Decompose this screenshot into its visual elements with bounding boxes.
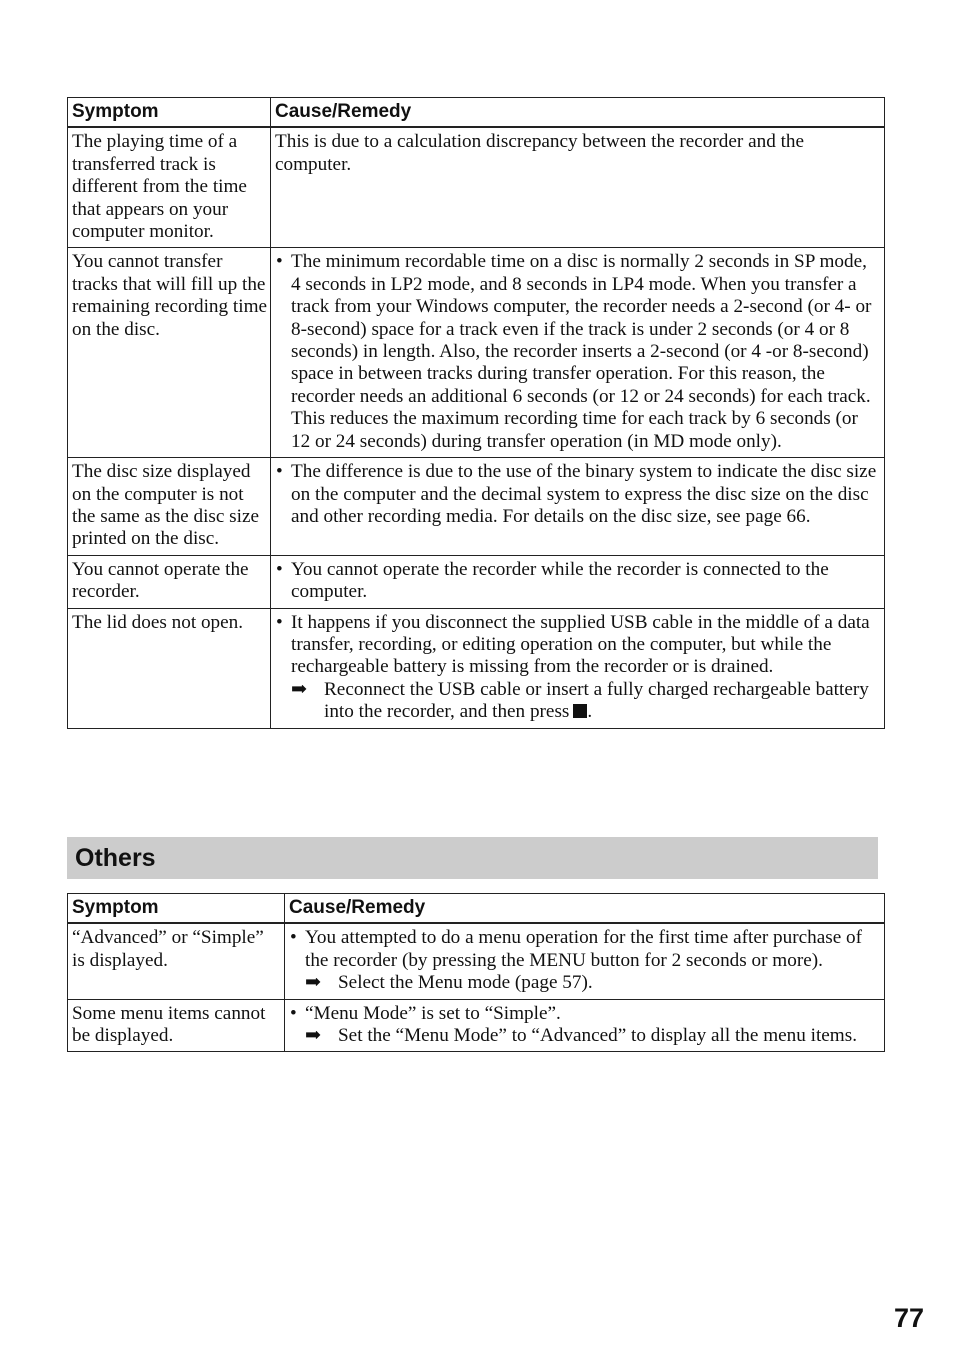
- table-row: [68, 248, 885, 458]
- table-row: [68, 555, 885, 608]
- remedy-cell: [271, 248, 885, 458]
- remedy-bullet: • It happens if you disconnect the supplied USB cable in the middle of a data transfer, recording, or editing operation on the computer, but while the rechargeable battery is missing from the recorder or is drained.: [275, 612, 881, 679]
- symptom-cell: Some menu items cannot be displayed.: [68, 999, 285, 1052]
- remedy-cell: This is due to a calculation discrepancy between the recorder and the computer.: [271, 127, 885, 248]
- remedy-bullet: • You attempted to do a menu operation for the first time after purchase of the recorder (by pressing the MENU button for 2 seconds or more).: [289, 927, 881, 972]
- symptom-cell: You cannot operate the recorder.: [68, 555, 271, 608]
- symptom-cell: You cannot transfer tracks that will fill up the remaining recording time on the disc.: [68, 248, 271, 458]
- symptom-cell: The disc size displayed on the computer is not the same as the disc size printed on the disc.: [68, 458, 271, 556]
- section-header-bar: [67, 837, 878, 879]
- table-row: [68, 608, 885, 728]
- right-arrow-icon: ➡: [305, 1025, 322, 1047]
- troubleshooting-table-2: [67, 893, 885, 1052]
- remedy-cell: [271, 608, 885, 728]
- remedy-header: Cause/Remedy: [271, 98, 885, 128]
- page-number: 77: [893, 1303, 924, 1333]
- remedy-header: Cause/Remedy: [285, 894, 885, 924]
- remedy-cell: [285, 923, 885, 999]
- section-title: Others: [75, 844, 156, 872]
- remedy-bullet: • You cannot operate the recorder while the recorder is connected to the computer.: [275, 559, 881, 604]
- remedy-action: [275, 679, 881, 724]
- table-row: [68, 923, 885, 999]
- remedy-action: [289, 972, 881, 994]
- symptom-cell: The playing time of a transferred track is different from the time that appears on your computer monitor.: [68, 127, 271, 248]
- table-row: [68, 127, 885, 248]
- table-row: [68, 999, 885, 1052]
- action-text: Reconnect the USB cable or insert a fully charged rechargeable battery into the recorder, and then press: [324, 678, 869, 723]
- table-header-row: [68, 98, 885, 128]
- right-arrow-icon: ➡: [305, 972, 322, 994]
- troubleshooting-table-1: [67, 97, 885, 729]
- action-end: .: [587, 701, 593, 723]
- symptom-cell: The lid does not open.: [68, 608, 271, 728]
- remedy-cell: [285, 999, 885, 1052]
- remedy-cell: [271, 555, 885, 608]
- stop-button-icon: [573, 704, 587, 718]
- remedy-action: [289, 1025, 881, 1047]
- right-arrow-icon: ➡: [291, 678, 308, 700]
- symptom-header: Symptom: [68, 98, 271, 128]
- symptom-cell: “Advanced” or “Simple” is displayed.: [68, 923, 285, 999]
- remedy-bullet: • The minimum recordable time on a disc is normally 2 seconds in SP mode, 4 seconds in LP2 mode, and 8 seconds in LP4 mode. When you transfer a track from your Windows computer, the recorder needs a 2-second (or 4- or 8-second) space for a track even if the track is under 2 seconds (or 4 or 8 seconds) in length. Also, the recorder inserts a 2-second (or 4 -or 8-second) space in between tracks during transfer operation. For this reason, the recorder needs an additional 6 seconds (or 12 or 24 seconds) for each track. This reduces the maximum recording time for each track by 6 seconds (or 12 or 24 seconds) during transfer operation (in MD mode only).: [275, 251, 881, 453]
- action-text: Select the Menu mode (page 57).: [338, 972, 593, 994]
- action-text: Set the “Menu Mode” to “Advanced” to display all the menu items.: [338, 1025, 857, 1047]
- remedy-bullet: • The difference is due to the use of the binary system to indicate the disc size on the computer and the decimal system to express the disc size on the disc and other recording media. For details on the disc size, see page 66.: [275, 461, 881, 528]
- table-row: [68, 458, 885, 556]
- table-header-row: [68, 894, 885, 924]
- remedy-cell: [271, 458, 885, 556]
- remedy-bullet: • “Menu Mode” is set to “Simple”.: [289, 1003, 881, 1025]
- symptom-header: Symptom: [68, 894, 285, 924]
